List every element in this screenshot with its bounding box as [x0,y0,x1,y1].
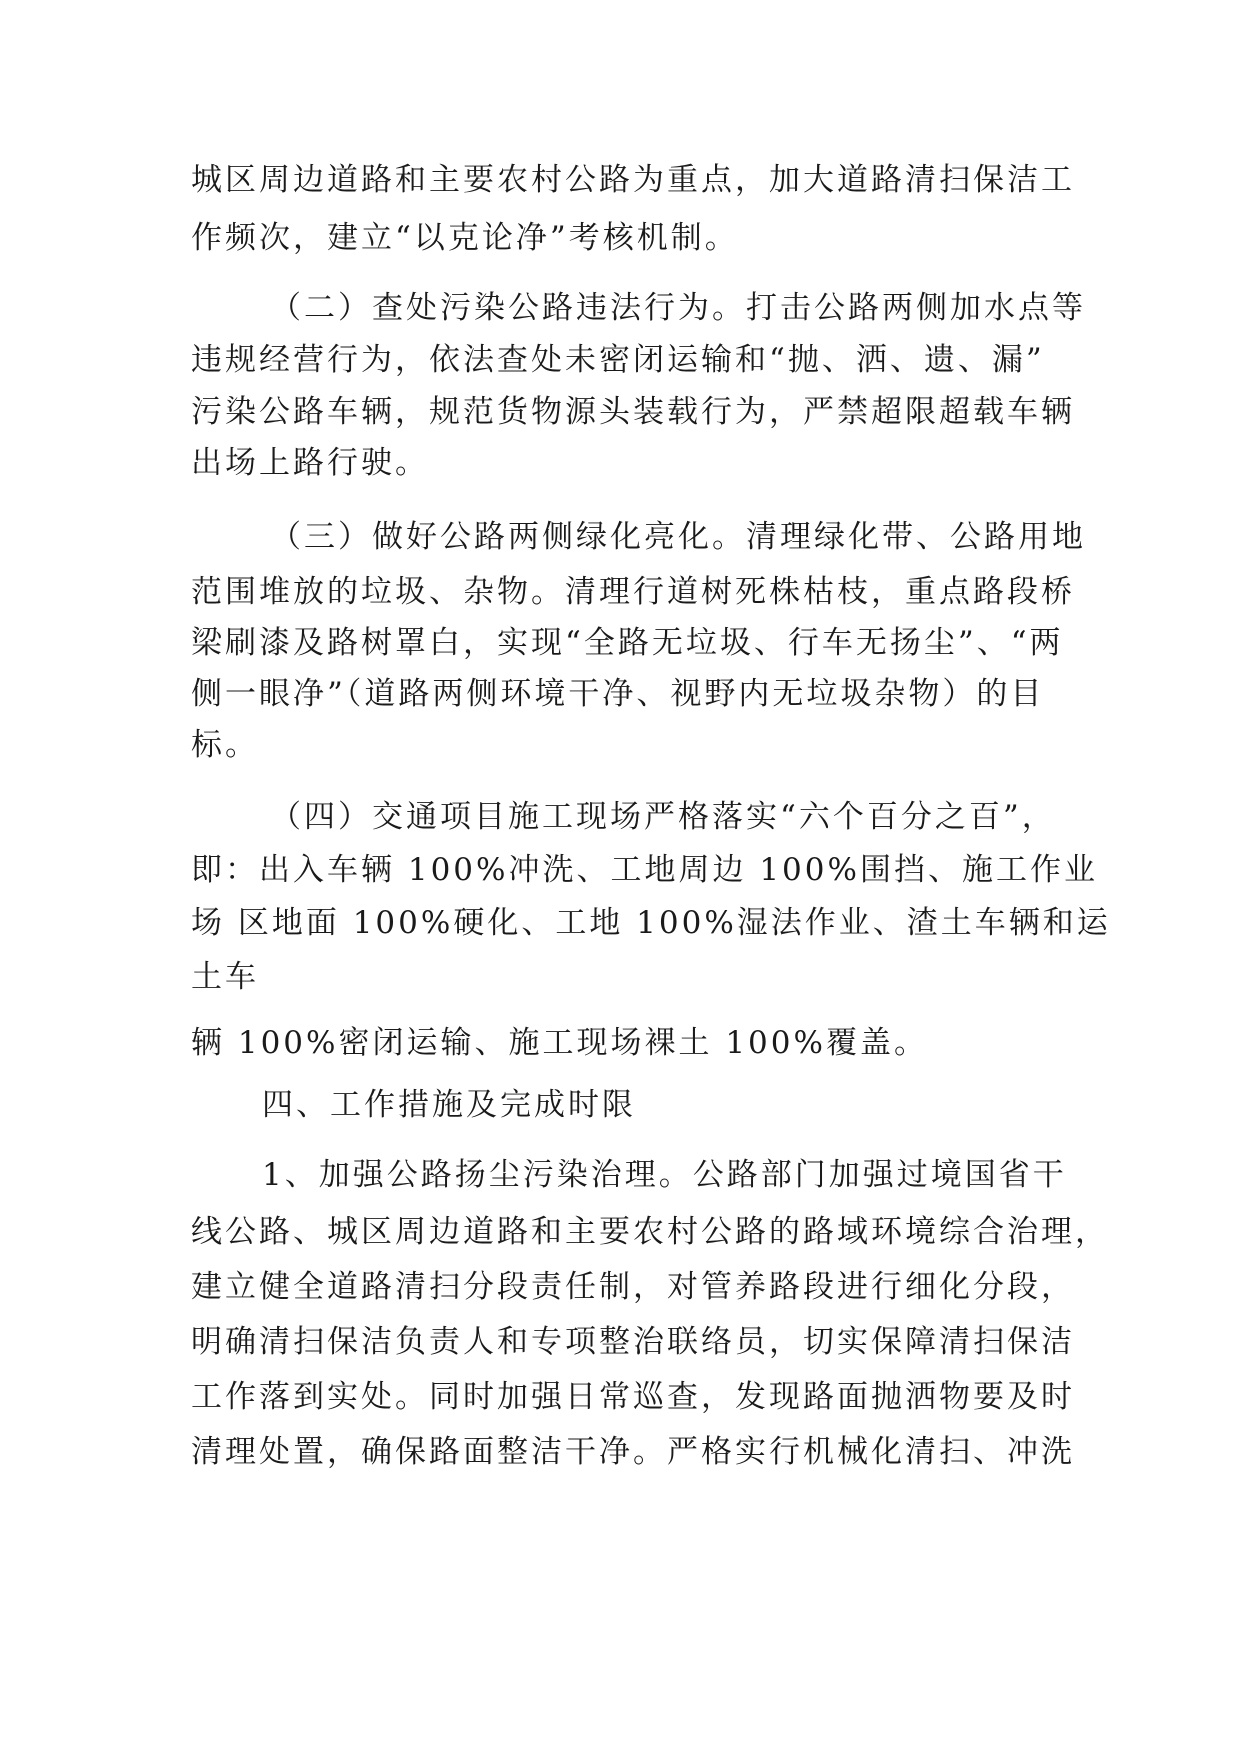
text-line: 标。 [191,727,259,763]
text-line: 侧一眼净”（道路两侧环境干净、视野内无垃圾杂物）的目 [191,676,1045,712]
text-line: 辆 100%密闭运输、施工现场裸土 100%覆盖。 [191,1025,928,1061]
paragraph-heading: （三）做好公路两侧绿化亮化。清理绿化带、公路用地 [270,519,1086,555]
text-line: 即：出入车辆 100%冲洗、工地周边 100%围挡、施工作业 [191,852,1098,888]
section-heading: 四、工作措施及完成时限 [262,1087,636,1123]
text-line: 土车 [191,959,259,995]
text-line: 场 区地面 100%硬化、工地 100%湿法作业、渣土车辆和运 [191,905,1111,941]
text-line: 作频次，建立“以克论净”考核机制。 [191,220,739,256]
text-line: 工作落到实处。同时加强日常巡查，发现路面抛洒物要及时 [191,1379,1075,1415]
text-line: 违规经营行为，依法查处未密闭运输和“抛、洒、遗、漏” [191,342,1045,378]
text-line: 线公路、城区周边道路和主要农村公路的路域环境综合治理， [191,1214,1109,1250]
text-line: 范围堆放的垃圾、杂物。清理行道树死株枯枝，重点路段桥 [191,574,1075,610]
text-line: 污染公路车辆，规范货物源头装载行为，严禁超限超载车辆 [191,394,1075,430]
text-line: 城区周边道路和主要农村公路为重点，加大道路清扫保洁工 [191,162,1075,198]
text-line: 出场上路行驶。 [191,445,429,481]
paragraph-heading: （二）查处污染公路违法行为。打击公路两侧加水点等 [270,290,1086,326]
text-line: 建立健全道路清扫分段责任制，对管养路段进行细化分段， [191,1269,1075,1305]
paragraph-heading: （四）交通项目施工现场严格落实“六个百分之百”， [270,799,1056,835]
text-line: 明确清扫保洁负责人和专项整治联络员，切实保障清扫保洁 [191,1324,1075,1360]
text-line: 梁刷漆及路树罩白，实现“全路无垃圾、行车无扬尘”、“两 [191,625,1064,661]
paragraph-heading: 1、加强公路扬尘污染治理。公路部门加强过境国省干 [262,1157,1067,1193]
text-line: 清理处置，确保路面整洁干净。严格实行机械化清扫、冲洗 [191,1434,1075,1470]
